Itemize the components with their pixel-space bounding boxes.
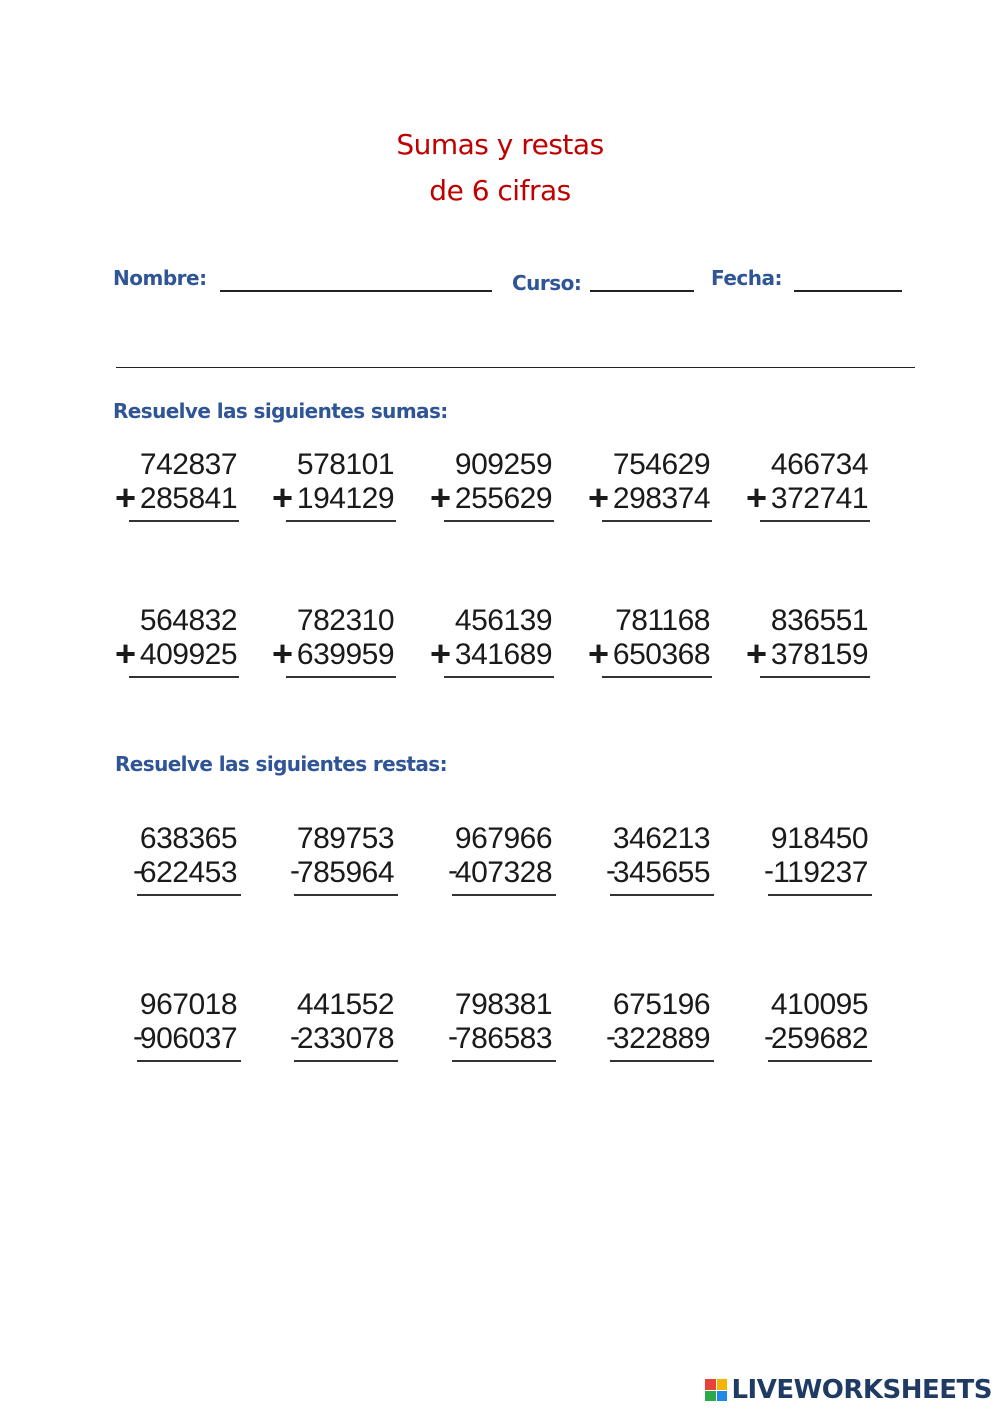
minus-sign: - bbox=[448, 854, 458, 887]
answer-line[interactable] bbox=[129, 520, 239, 522]
plus-sign: + bbox=[115, 477, 137, 518]
second-operand: 233078 bbox=[296, 1022, 394, 1055]
worksheet-title bbox=[0, 122, 1000, 214]
first-operand: 781168 bbox=[615, 604, 710, 637]
second-operand: 407328 bbox=[454, 856, 552, 889]
restas-problem-2 bbox=[272, 822, 402, 902]
plus-sign: + bbox=[588, 633, 610, 674]
second-operand: 341689 bbox=[454, 638, 552, 671]
restas-problem-9 bbox=[588, 988, 718, 1068]
title-line-1: Sumas y restas bbox=[396, 128, 604, 161]
plus-sign: + bbox=[746, 633, 768, 674]
first-operand: 466734 bbox=[770, 448, 868, 481]
answer-line[interactable] bbox=[610, 894, 714, 896]
plus-sign: + bbox=[430, 633, 452, 674]
answer-line[interactable] bbox=[760, 676, 870, 678]
answer-line[interactable] bbox=[137, 894, 241, 896]
restas-problem-6 bbox=[115, 988, 245, 1068]
first-operand: 967966 bbox=[454, 822, 552, 855]
first-operand: 742837 bbox=[139, 448, 237, 481]
answer-line[interactable] bbox=[452, 894, 556, 896]
fecha-label: Fecha: bbox=[711, 266, 783, 290]
answer-line[interactable] bbox=[129, 676, 239, 678]
first-operand: 410095 bbox=[770, 988, 868, 1021]
plus-sign: + bbox=[588, 477, 610, 518]
answer-line[interactable] bbox=[610, 1060, 714, 1062]
plus-sign: + bbox=[430, 477, 452, 518]
second-operand: 786583 bbox=[454, 1022, 552, 1055]
first-operand: 346213 bbox=[612, 822, 710, 855]
sumas-heading: Resuelve las siguientes sumas: bbox=[113, 399, 448, 423]
second-operand: 650368 bbox=[612, 638, 710, 671]
curso-field[interactable] bbox=[590, 290, 694, 292]
second-operand: 285841 bbox=[139, 482, 237, 515]
second-operand: 906037 bbox=[139, 1022, 237, 1055]
restas-problem-8 bbox=[430, 988, 560, 1068]
second-operand: 378159 bbox=[770, 638, 868, 671]
minus-sign: - bbox=[764, 1020, 774, 1053]
sumas-problem-8 bbox=[430, 604, 560, 684]
header-divider bbox=[116, 367, 915, 368]
plus-sign: + bbox=[272, 633, 294, 674]
answer-line[interactable] bbox=[444, 520, 554, 522]
first-operand: 754629 bbox=[612, 448, 710, 481]
second-operand: 622453 bbox=[139, 856, 237, 889]
sumas-problem-9 bbox=[588, 604, 718, 684]
first-operand: 789753 bbox=[296, 822, 394, 855]
restas-problem-10 bbox=[746, 988, 876, 1068]
sumas-problem-4 bbox=[588, 448, 718, 528]
restas-heading: Resuelve las siguientes restas: bbox=[115, 752, 447, 776]
restas-problem-4 bbox=[588, 822, 718, 902]
first-operand: 456139 bbox=[454, 604, 552, 637]
answer-line[interactable] bbox=[294, 894, 398, 896]
minus-sign: - bbox=[133, 1020, 143, 1053]
minus-sign: - bbox=[290, 1020, 300, 1053]
restas-problem-1 bbox=[115, 822, 245, 902]
liveworksheets-logo bbox=[705, 1375, 992, 1405]
first-operand: 798381 bbox=[454, 988, 552, 1021]
second-operand: 785964 bbox=[296, 856, 394, 889]
second-operand: 119237 bbox=[773, 856, 868, 889]
first-operand: 675196 bbox=[612, 988, 710, 1021]
second-operand: 372741 bbox=[770, 482, 868, 515]
answer-line[interactable] bbox=[294, 1060, 398, 1062]
first-operand: 909259 bbox=[454, 448, 552, 481]
plus-sign: + bbox=[272, 477, 294, 518]
second-operand: 298374 bbox=[612, 482, 710, 515]
answer-line[interactable] bbox=[768, 894, 872, 896]
sumas-problem-5 bbox=[746, 448, 876, 528]
second-operand: 194129 bbox=[296, 482, 394, 515]
liveworksheets-brand: LIVEWORKSHEETS bbox=[731, 1375, 992, 1405]
answer-line[interactable] bbox=[137, 1060, 241, 1062]
sumas-problem-7 bbox=[272, 604, 402, 684]
nombre-label: Nombre: bbox=[113, 266, 207, 290]
minus-sign: - bbox=[290, 854, 300, 887]
minus-sign: - bbox=[133, 854, 143, 887]
answer-line[interactable] bbox=[602, 520, 712, 522]
first-operand: 836551 bbox=[770, 604, 868, 637]
curso-label: Curso: bbox=[512, 271, 582, 295]
plus-sign: + bbox=[115, 633, 137, 674]
answer-line[interactable] bbox=[768, 1060, 872, 1062]
answer-line[interactable] bbox=[760, 520, 870, 522]
nombre-field[interactable] bbox=[220, 290, 492, 292]
sumas-problem-2 bbox=[272, 448, 402, 528]
second-operand: 639959 bbox=[296, 638, 394, 671]
second-operand: 345655 bbox=[612, 856, 710, 889]
sumas-problem-3 bbox=[430, 448, 560, 528]
answer-line[interactable] bbox=[286, 676, 396, 678]
second-operand: 259682 bbox=[770, 1022, 868, 1055]
restas-problem-3 bbox=[430, 822, 560, 902]
restas-problem-5 bbox=[746, 822, 876, 902]
first-operand: 918450 bbox=[770, 822, 868, 855]
first-operand: 638365 bbox=[139, 822, 237, 855]
sumas-problem-10 bbox=[746, 604, 876, 684]
first-operand: 967018 bbox=[139, 988, 237, 1021]
answer-line[interactable] bbox=[602, 676, 712, 678]
second-operand: 322889 bbox=[612, 1022, 710, 1055]
minus-sign: - bbox=[448, 1020, 458, 1053]
minus-sign: - bbox=[606, 854, 616, 887]
second-operand: 409925 bbox=[139, 638, 237, 671]
first-operand: 782310 bbox=[296, 604, 394, 637]
sumas-problem-1 bbox=[115, 448, 245, 528]
answer-line[interactable] bbox=[444, 676, 554, 678]
first-operand: 564832 bbox=[139, 604, 237, 637]
title-line-2: de 6 cifras bbox=[429, 174, 571, 207]
plus-sign: + bbox=[746, 477, 768, 518]
answer-line[interactable] bbox=[452, 1060, 556, 1062]
first-operand: 441552 bbox=[296, 988, 394, 1021]
answer-line[interactable] bbox=[286, 520, 396, 522]
minus-sign: - bbox=[764, 854, 774, 887]
fecha-field[interactable] bbox=[794, 290, 902, 292]
second-operand: 255629 bbox=[454, 482, 552, 515]
restas-problem-7 bbox=[272, 988, 402, 1068]
minus-sign: - bbox=[606, 1020, 616, 1053]
liveworksheets-mark-icon bbox=[705, 1379, 727, 1401]
first-operand: 578101 bbox=[296, 448, 394, 481]
sumas-problem-6 bbox=[115, 604, 245, 684]
